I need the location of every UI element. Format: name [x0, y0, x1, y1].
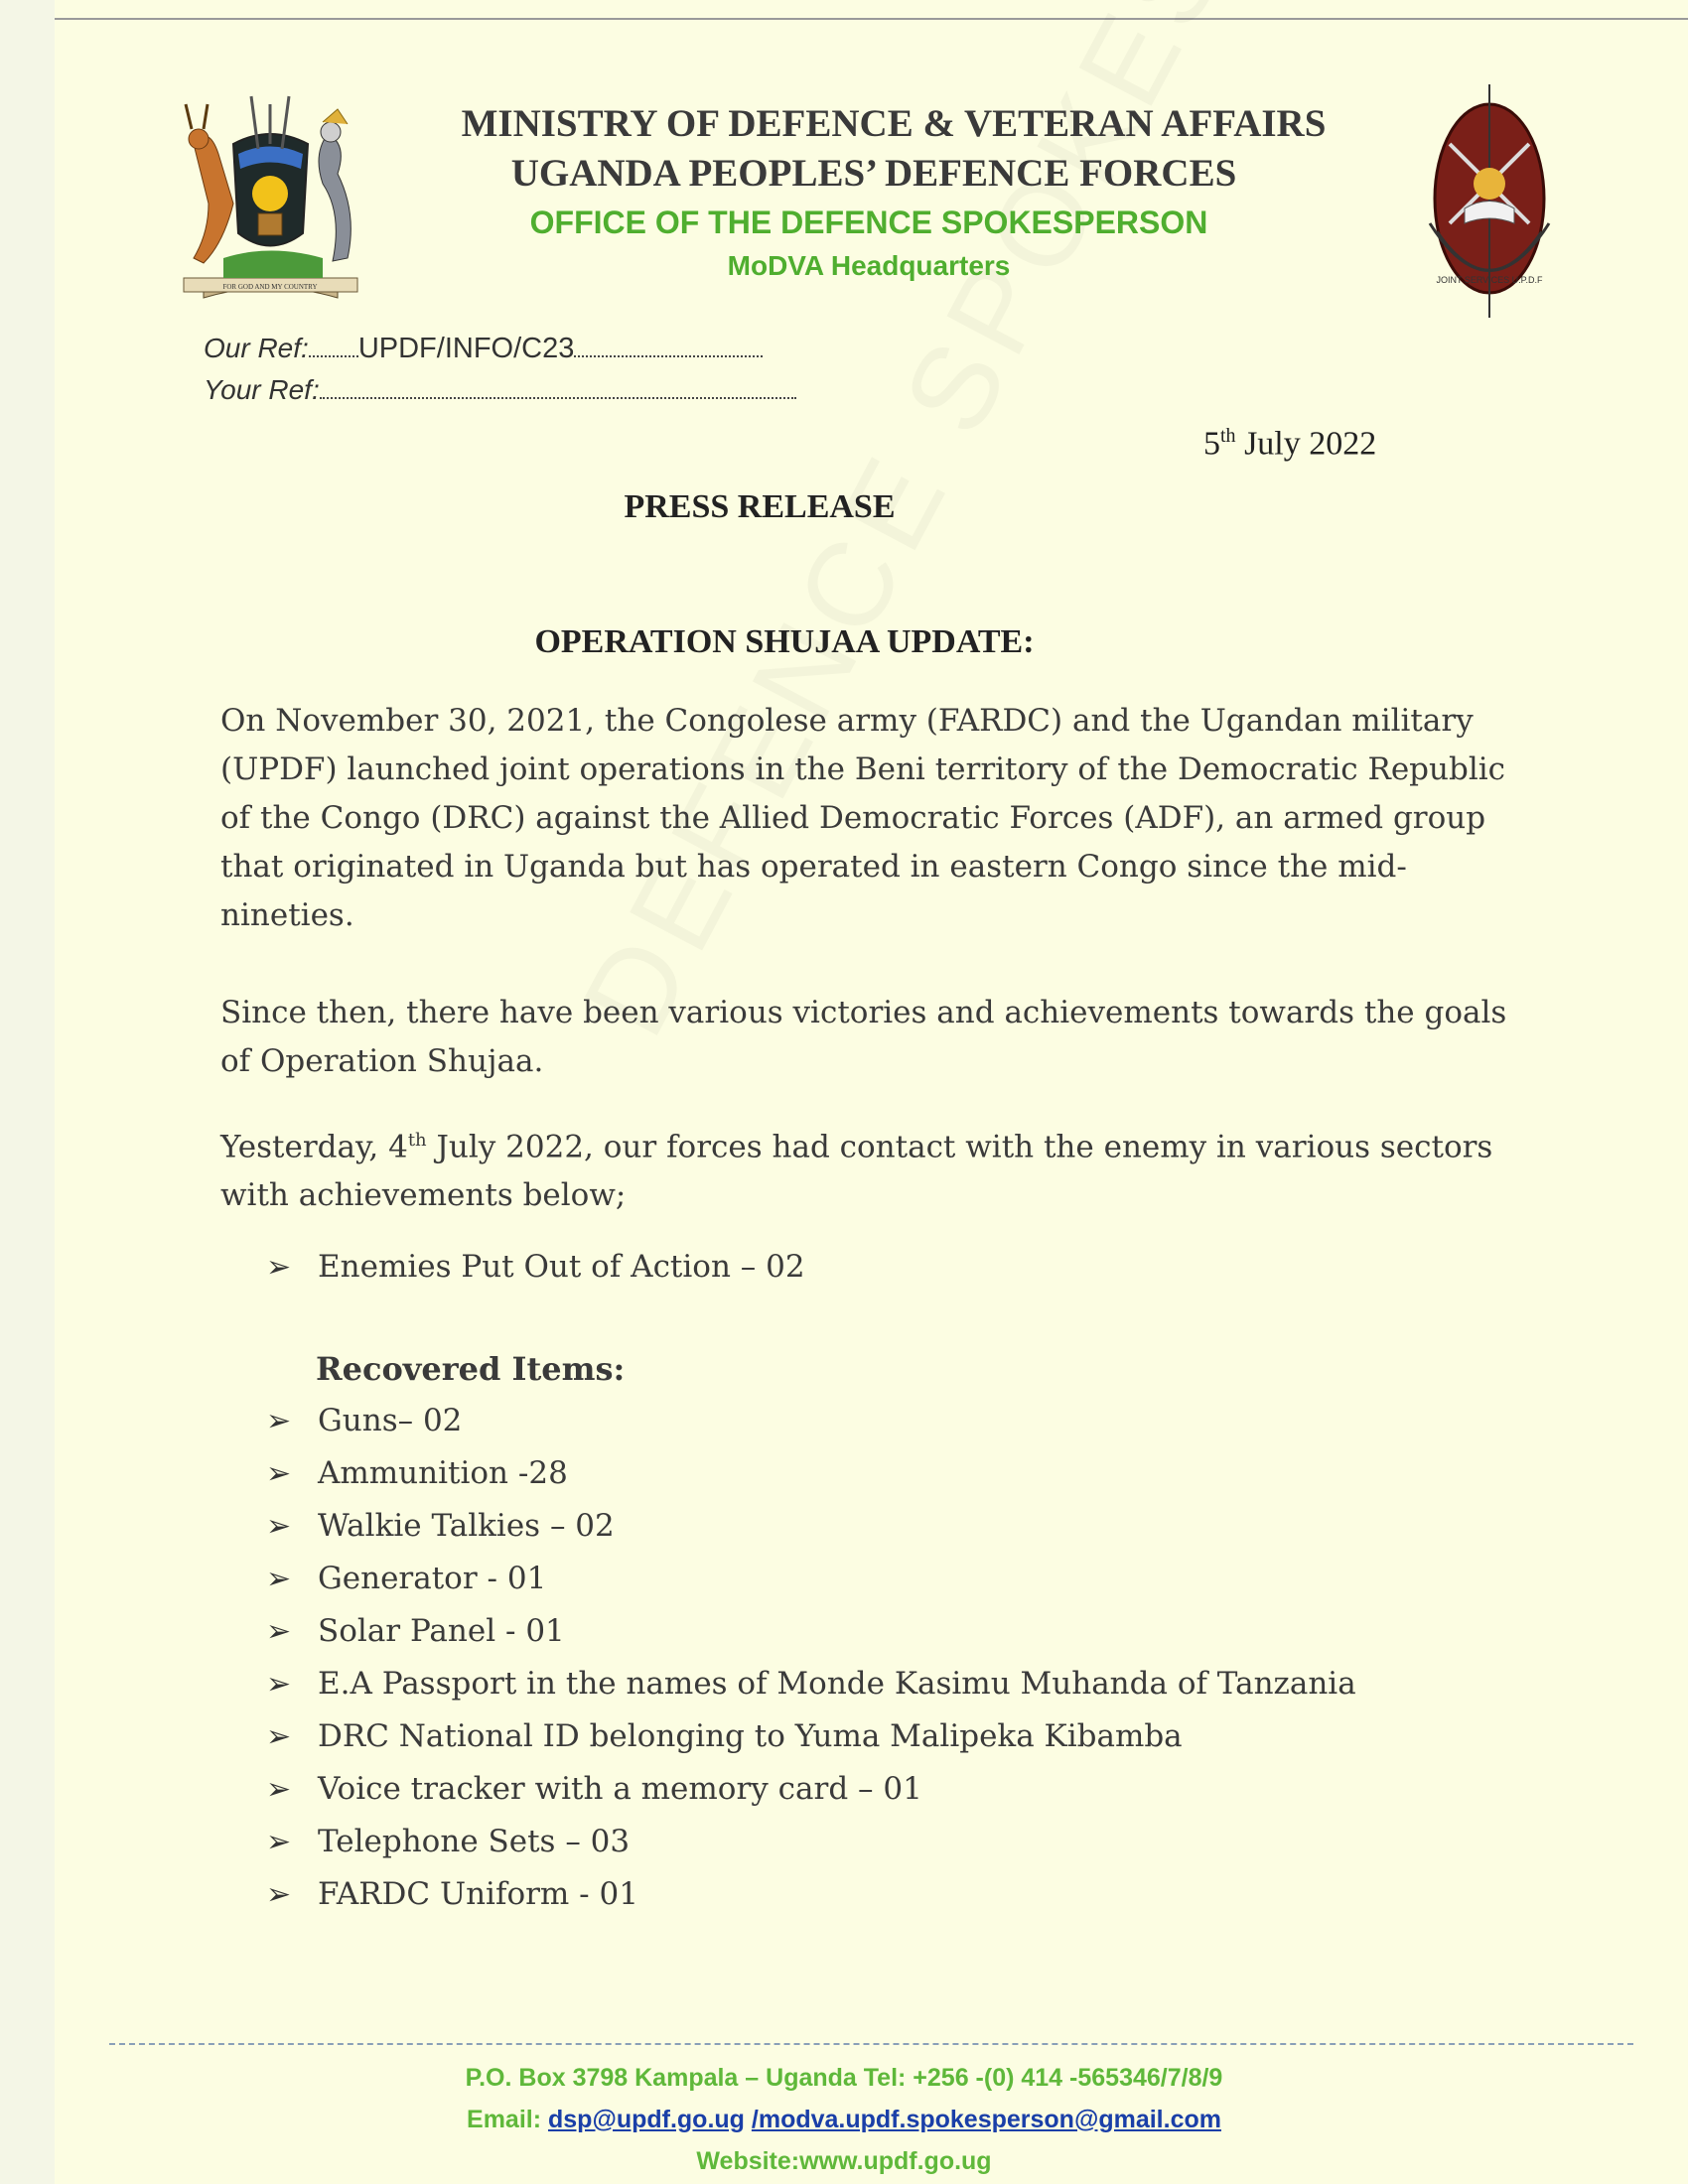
recovered-item [266, 1824, 630, 1859]
email-link-dsp[interactable]: dsp@updf.go.ug [548, 2106, 745, 2133]
ministry-title: MINISTRY OF DEFENCE & VETERAN AFFAIRS [461, 102, 1327, 145]
scan-edge [0, 0, 55, 2184]
paragraph-1: On November 30, 2021, the Congolese army (FARDC) and the Ugandan military (UPDF) launched joint operations in the Beni territory of the Democratic Republic of the Congo (DRC) against the Allied Democratic Forces (ADF), an armed group that originated in Uganda but has operated in eastern Congo since the mid-nineties. [220, 703, 1506, 933]
office-title: OFFICE OF THE DEFENCE SPOKESPERSON [529, 205, 1208, 240]
footer-email-line: Email: dsp@updf.go.ug /modva.updf.spokesperson@gmail.com [467, 2106, 1221, 2133]
recovered-item [266, 1771, 922, 1807]
arrow-bullet-icon: ➢ [266, 1509, 292, 1544]
recovered-item-text: Ammunition -28 [318, 1455, 568, 1491]
arrow-bullet-icon: ➢ [266, 1250, 292, 1285]
recovered-item [266, 1403, 462, 1438]
svg-text:FOR GOD AND MY COUNTRY: FOR GOD AND MY COUNTRY [222, 283, 318, 291]
letterhead [0, 99, 1688, 286]
recovered-item-text: E.A Passport in the names of Monde Kasimu Muhanda of Tanzania [318, 1666, 1356, 1702]
dotted-leader [320, 397, 796, 399]
email-link-spokesperson[interactable]: /modva.updf.spokesperson@gmail.com [751, 2106, 1221, 2133]
recovered-items-heading: Recovered Items: [316, 1350, 626, 1388]
our-ref [204, 333, 763, 365]
arrow-bullet-icon: ➢ [266, 1772, 292, 1807]
arrow-bullet-icon: ➢ [266, 1877, 292, 1912]
recovered-item-text: Guns– 02 [318, 1403, 463, 1438]
footer-address: P.O. Box 3798 Kampala – Uganda Tel: +256 -(0) 414 -565346/7/8/9 [465, 2064, 1223, 2092]
footer-divider [109, 2043, 1633, 2045]
arrow-bullet-icon: ➢ [266, 1456, 292, 1491]
your-ref [204, 374, 796, 406]
recovered-item-text: Solar Panel - 01 [318, 1613, 565, 1649]
our-ref-value: UPDF/INFO/C23 [357, 333, 575, 364]
paragraph-2: Since then, there have been various victories and achievements towards the goals of Operation Shujaa. [220, 995, 1507, 1079]
our-ref-label: Our Ref: [204, 333, 309, 363]
achievement-item: ➢ Enemies Put Out of Action – 02 [266, 1249, 805, 1285]
arrow-bullet-icon: ➢ [266, 1614, 292, 1649]
press-release-title: PRESS RELEASE [624, 488, 896, 525]
recovered-item [266, 1666, 1356, 1702]
paragraph-3: Yesterday, 4th July 2022, our forces had contact with the enemy in various sectors with achievements below; [220, 1129, 1493, 1214]
recovered-item [266, 1455, 568, 1491]
letter-date: 5th July 2022 [1203, 425, 1377, 463]
footer-website: Website:www.updf.go.ug [696, 2147, 992, 2175]
footer [0, 2057, 1688, 2182]
operation-title: OPERATION SHUJAA UPDATE: [534, 623, 1035, 660]
headquarters-label: MoDVA Headquarters [727, 250, 1011, 281]
arrow-bullet-icon: ➢ [266, 1719, 292, 1754]
scan-top-edge [55, 18, 1688, 20]
arrow-bullet-icon: ➢ [266, 1404, 292, 1438]
your-ref-label: Your Ref: [204, 374, 320, 405]
dotted-leader [574, 355, 763, 357]
recovered-item-text: Voice tracker with a memory card – 01 [318, 1771, 922, 1807]
dotted-leader [309, 355, 358, 357]
recovered-item-text: Telephone Sets – 03 [318, 1824, 631, 1859]
recovered-item-text: Generator - 01 [318, 1561, 547, 1596]
recovered-item [266, 1718, 1183, 1754]
updf-title: UGANDA PEOPLES’ DEFENCE FORCES [510, 152, 1237, 195]
svg-text:JOINT SERVICES U.P.D.F: JOINT SERVICES U.P.D.F [1436, 275, 1543, 285]
recovered-item [266, 1613, 565, 1649]
recovered-item-text: Walkie Talkies – 02 [318, 1508, 615, 1544]
recovered-item-text: DRC National ID belonging to Yuma Malipeka Kibamba [318, 1718, 1183, 1754]
arrow-bullet-icon: ➢ [266, 1667, 292, 1702]
recovered-item [266, 1508, 615, 1544]
recovered-item [266, 1561, 546, 1596]
recovered-item-text: FARDC Uniform - 01 [318, 1876, 638, 1912]
arrow-bullet-icon: ➢ [266, 1825, 292, 1859]
recovered-item [266, 1876, 638, 1912]
arrow-bullet-icon: ➢ [266, 1562, 292, 1596]
